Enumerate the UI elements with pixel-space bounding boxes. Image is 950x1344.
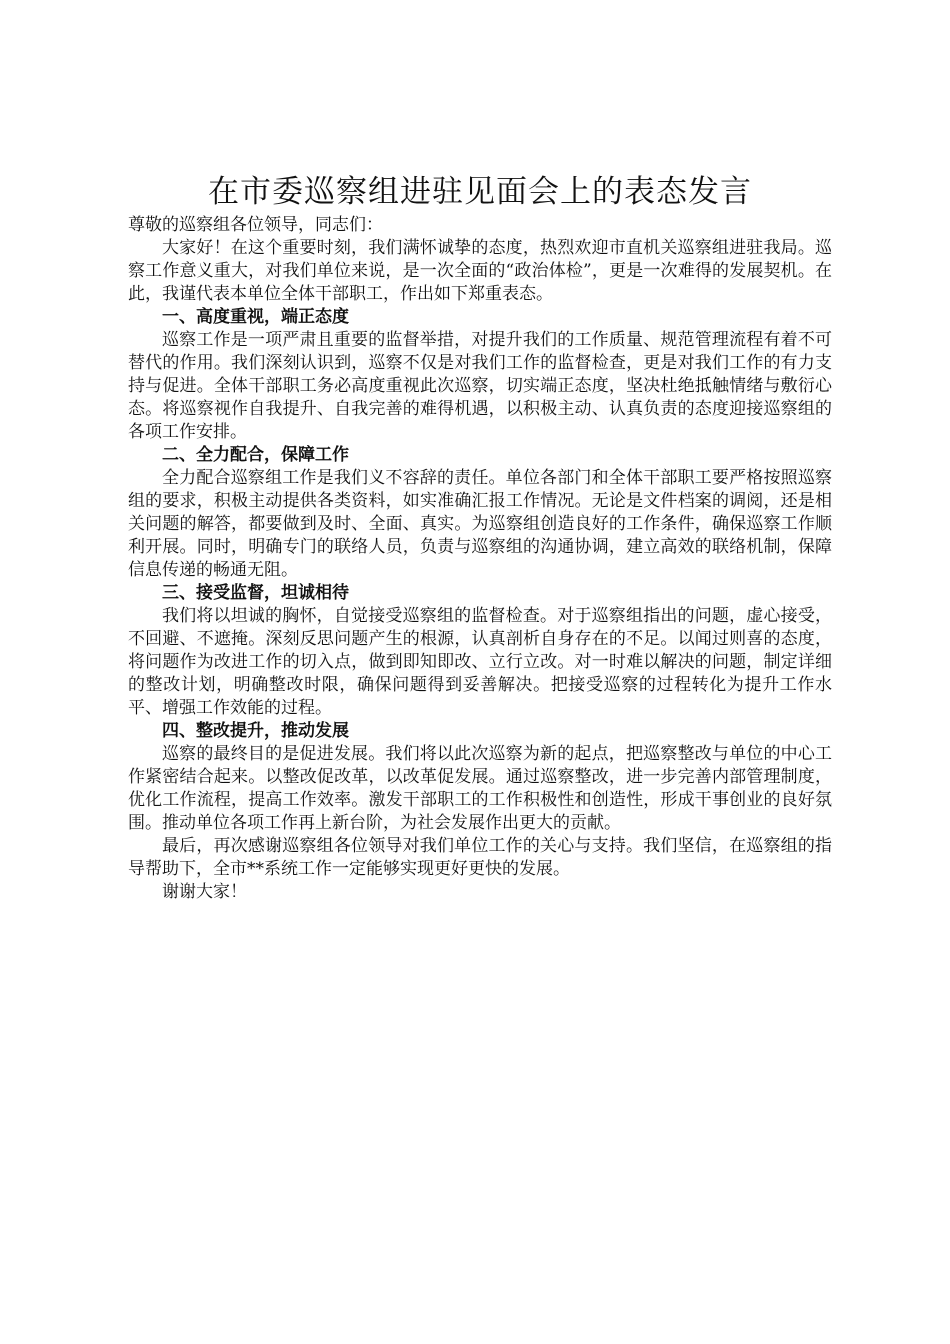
closing-paragraph: 最后，再次感谢巡察组各位领导对我们单位工作的关心与支持。我们坚信，在巡察组的指导帮助下，全市**系统工作一定能够实现更好更快的发展。 xyxy=(128,836,832,879)
section-heading-1: 一、高度重视，端正态度 xyxy=(162,307,349,327)
section-heading-3: 三、接受监督，坦诚相待 xyxy=(162,583,349,603)
section-body-2: 全力配合巡察组工作是我们义不容辞的责任。单位各部门和全体干部职工要严格按照巡察组的要求，积极主动提供各类资料，如实准确汇报工作情况。无论是文件档案的调阅，还是相关问题的解答，都要做到及时、全面、真实。为巡察组创造良好的工作条件，确保巡察工作顺利开展。同时，明确专门的联络人员，负责与巡察组的沟通协调，建立高效的联络机制，保障信息传递的畅通无阻。 xyxy=(128,468,832,580)
section-body-3: 我们将以坦诚的胸怀，自觉接受巡察组的监督检查。对于巡察组指出的问题，虚心接受，不回避、不遮掩。深刻反思问题产生的根源，认真剖析自身存在的不足。以闻过则喜的态度，将问题作为改进工作的切入点，做到即知即改、立行立改。对一时难以解决的问题，制定详细的整改计划，明确整改时限，确保问题得到妥善解决。把接受巡察的过程转化为提升工作水平、增强工作效能的过程。 xyxy=(128,606,832,718)
document-page xyxy=(128,170,832,904)
salutation: 尊敬的巡察组各位领导，同志们： xyxy=(128,215,383,235)
section-heading-4: 四、整改提升，推动发展 xyxy=(162,721,349,741)
section-body-1: 巡察工作是一项严肃且重要的监督举措，对提升我们的工作质量、规范管理流程有着不可替代的作用。我们深刻认识到，巡察不仅是对我们工作的监督检查，更是对我们工作的有力支持与促进。全体干部职工务必高度重视此次巡察，切实端正态度，坚决杜绝抵触情绪与敷衍心态。将巡察视作自我提升、自我完善的难得机遇，以积极主动、认真负责的态度迎接巡察组的各项工作安排。 xyxy=(128,330,832,442)
thanks-line: 谢谢大家！ xyxy=(162,882,247,902)
document-title: 在市委巡察组进驻见面会上的表态发言 xyxy=(208,174,752,210)
intro-paragraph: 大家好！在这个重要时刻，我们满怀诚挚的态度，热烈欢迎市直机关巡察组进驻我局。巡察工作意义重大，对我们单位来说，是一次全面的“政治体检”，更是一次难得的发展契机。在此，我谨代表本单位全体干部职工，作出如下郑重表态。 xyxy=(128,238,832,304)
section-heading-2: 二、全力配合，保障工作 xyxy=(162,445,349,465)
section-body-4: 巡察的最终目的是促进发展。我们将以此次巡察为新的起点，把巡察整改与单位的中心工作紧密结合起来。以整改促改革，以改革促发展。通过巡察整改，进一步完善内部管理制度，优化工作流程，提高工作效率。激发干部职工的工作积极性和创造性，形成干事创业的良好氛围。推动单位各项工作再上新台阶，为社会发展作出更大的贡献。 xyxy=(128,744,832,833)
